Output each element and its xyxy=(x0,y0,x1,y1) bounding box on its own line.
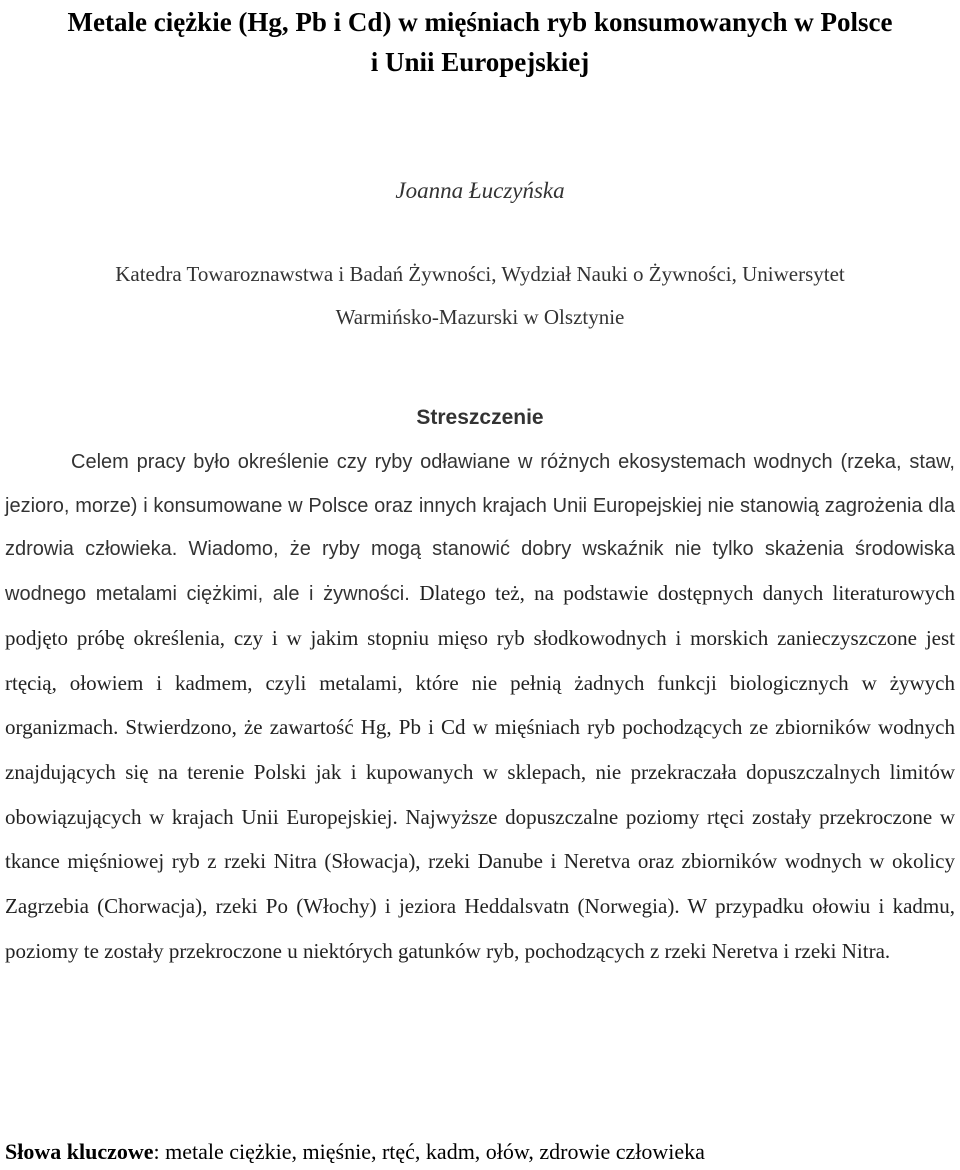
paper-title xyxy=(5,0,955,82)
abstract-part-1: Celem pracy było określenie czy ryby odławiane w różnych ekosystemach wodnych (rzeka, staw, jezioro, morze) i konsumowane w Polsce oraz innych krajach Unii Europejskiej nie stanowią zagrożenia dla zdrowia człowieka. Wiadomo, że ryby mogą stanowić dobry wskaźnik nie tylko skażenia środowiska wodnego metalami ciężkimi, ale i żywności. xyxy=(5,451,955,606)
title-line-1: Metale ciężkie (Hg, Pb i Cd) w mięśniach ryb konsumowanych w Polsce xyxy=(67,7,893,37)
abstract-body xyxy=(5,431,955,974)
abstract-heading: Streszczenie xyxy=(416,406,544,429)
title-line-2: i Unii Europejskiej xyxy=(370,47,590,77)
affiliation-line-1: Katedra Towaroznawstwa i Badań Żywności, Wydział Nauki o Żywności, Uniwersytet xyxy=(115,262,845,286)
keywords xyxy=(5,1138,705,1166)
keywords-label: Słowa kluczowe xyxy=(5,1139,154,1164)
affiliation xyxy=(5,205,955,339)
keywords-separator: : xyxy=(153,1139,166,1164)
affiliation-line-2: Warmińsko-Mazurski w Olsztynie xyxy=(335,305,625,329)
keywords-text: metale ciężkie, mięśnie, rtęć, kadm, ołów, zdrowie człowieka xyxy=(165,1139,705,1164)
author-name: Joanna Łuczyńska xyxy=(395,178,565,203)
abstract-part-2: Dlatego też, na podstawie dostępnych danych literaturowych podjęto próbę określenia, czy i w jakim stopniu mięso ryb słodkowodnych i morskich zanieczyszczone jest rtęcią, ołowiem i kadmem, czyli metalami, które nie pełnią żadnych funkcji biologicznych w żywych organizmach. Stwierdzono, że zawartość Hg, Pb i Cd w mięśniach ryb pochodzących ze zbiorników wodnych znajdujących się na terenie Polski jak i kupowanych w sklepach, nie przekraczała dopuszczalnych limitów obowiązujących w krajach Unii Europejskiej. Najwyższe dopuszczalne poziomy rtęci zostały przekroczone w tkance mięśniowej ryb z rzeki Nitra (Słowacja), rzeki Danube i Neretva oraz zbiorników wodnych w okolicy Zagrzebia (Chorwacja), rzeki Po (Włochy) i jeziora Heddalsvatn (Norwegia). W przypadku ołowiu i kadmu, poziomy te zostały przekroczone u niektórych gatunków ryb, pochodzących z rzeki Neretva i rzeki Nitra. xyxy=(5,581,955,963)
